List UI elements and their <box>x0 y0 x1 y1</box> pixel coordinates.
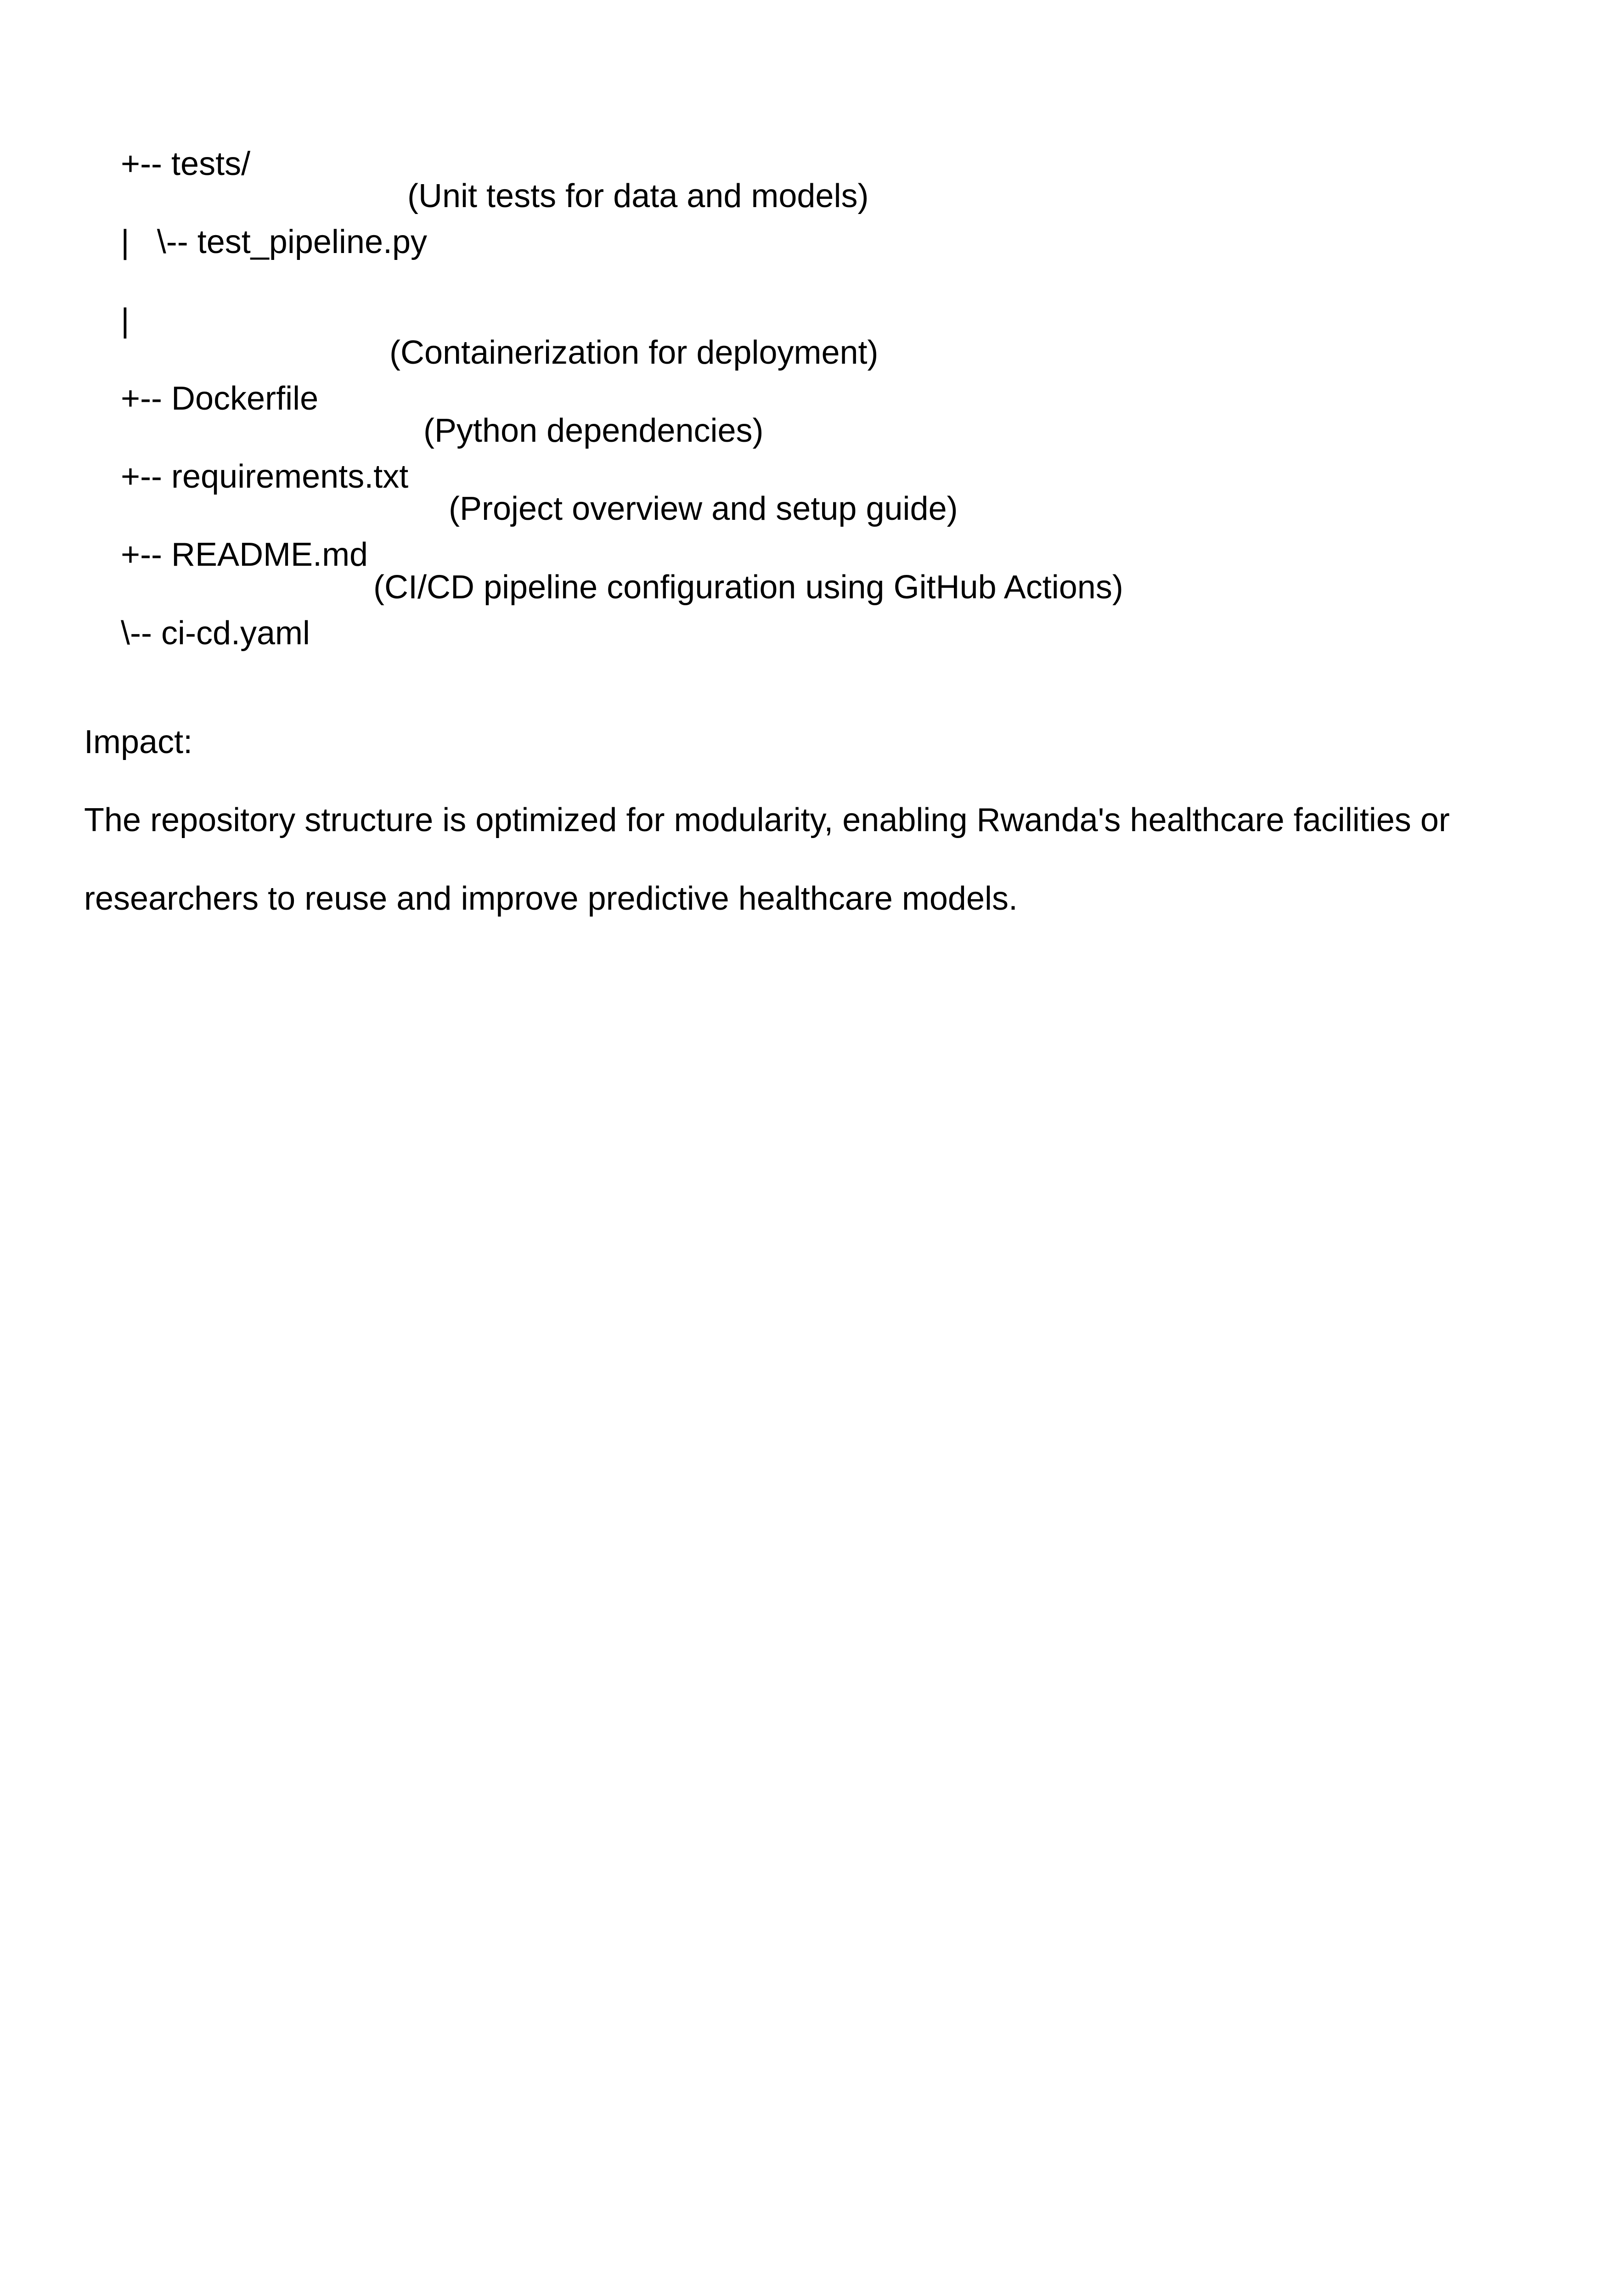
tree-item-description: (Python dependencies) <box>423 412 764 449</box>
tree-line-separator <box>84 252 130 339</box>
tree-item: | <box>121 302 130 339</box>
tree-item: +-- Dockerfile <box>121 380 319 417</box>
tree-item: +-- README.md <box>121 536 368 573</box>
tree-line-requirements <box>84 408 764 495</box>
tree-item-description: (Containerization for deployment) <box>389 334 879 371</box>
tree-item: +-- tests/ <box>121 146 251 182</box>
tree-line-dockerfile <box>84 330 879 417</box>
tree-item: +-- requirements.txt <box>121 458 409 495</box>
impact-paragraph-line: The repository structure is optimized for modularity, enabling Rwanda's healthcare facilities or <box>84 802 1450 838</box>
tree-item: \-- ci-cd.yaml <box>121 615 310 652</box>
tree-line-readme <box>84 486 958 573</box>
tree-line-tests <box>84 95 251 182</box>
impact-paragraph-line: researchers to reuse and improve predictive healthcare models. <box>84 880 1018 917</box>
tree-item: | \-- test_pipeline.py <box>121 224 428 260</box>
tree-item-description: (CI/CD pipeline configuration using GitHub Actions) <box>373 569 1123 606</box>
tree-item-description: (Unit tests for data and models) <box>407 178 869 214</box>
tree-item-description: (Project overview and setup guide) <box>449 490 958 527</box>
tree-line-ci-cd <box>84 564 1123 652</box>
impact-heading: Impact: <box>84 724 193 760</box>
tree-line-test-pipeline <box>84 173 869 260</box>
